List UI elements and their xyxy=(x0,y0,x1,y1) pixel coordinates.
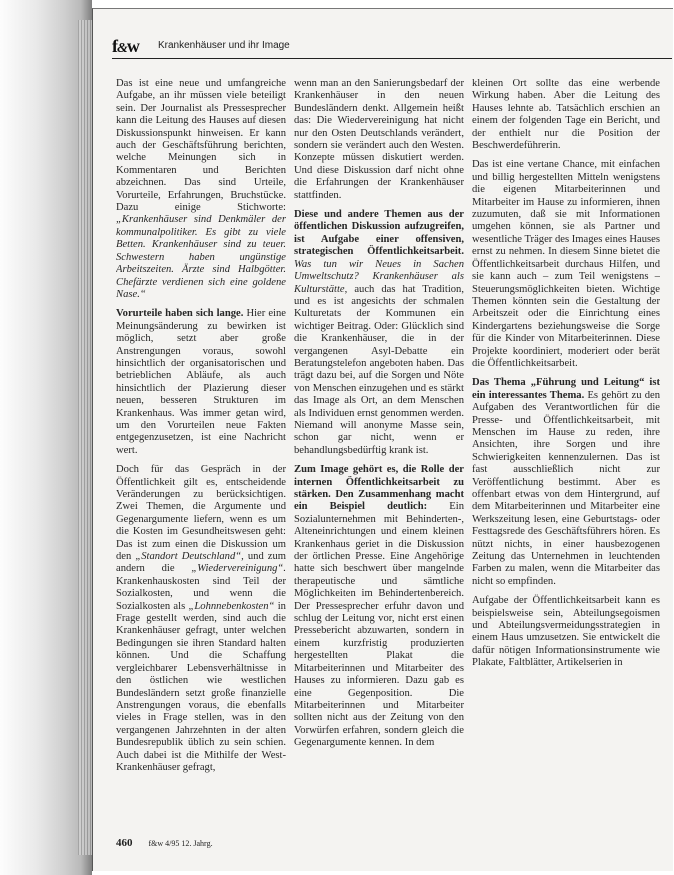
paragraph: Das ist eine vertane Chance, mit einfachen und billig hergestellten Mitteln wenigstens die eigenen Mitarbeiterinnen und Mitarbeiter im Hause zu informieren, ihnen zuzumuten, daß sie mit Informationen umgehen können, sie als Partner und wesentliche Träger des Images eines Hauses ernst zu nehmen. In diesem Sinne bietet die Öffentlichkeitsarbeit durchaus Hilfen, und sie kann auch – zum Teil wenigstens – Steuerungsmöglichkeiten bieten. Wichtige Themen könnten sein die Gestaltung der Arbeitszeit oder die Einrichtung eines Kindergartens beziehungsweise die Sorge für die Kinder von Mitarbeiterinnen. Diese Projekte koordiniert, moderiert oder berät die Öffentlichkeitsarbeit. xyxy=(472,159,660,369)
text-column-right xyxy=(472,78,660,818)
page-header xyxy=(112,36,672,59)
page-footer xyxy=(116,833,213,847)
paragraph: kleinen Ort sollte das eine werbende Wirkung haben. Aber die Leitung des Hauses lehnte ab. Tatsächlich erschien an einem der folgenden Tage ein Bericht, und der enthielt nur die Position der Beschwerdeführerin. xyxy=(472,78,660,152)
paragraph: Diese und andere Themen aus der öffentlichen Diskussion aufzugreifen, ist Aufgabe einer offensiven, strategischen Öffentlichkeitsarbeit. Was tun wir Neues in Sachen Umweltschutz? Krankenhäuser als Kulturstätte, auch das hat Tradition, und es ist angesichts der schmalen Kulturetats der Kommunen ein wichtiger Beitrag. Oder: Glücklich sind die Krankenhäuser, die in der vergangenen Asyl-Debatte ein Beratungstelefon angeboten haben. Das trägt dazu bei, auf die Sorgen und Nöte von Menschen einzugehen und es stärkt das Image als Ort, an dem Menschen als Individuen ernst genommen werden. Niemand will anonyme Masse sein, schon gar nicht, wenn er behandlungsbedürftig krank ist. xyxy=(294,209,464,456)
text-column-left xyxy=(116,78,286,818)
paragraph: Das Thema „Führung und Leitung“ ist ein interessantes Thema. Es gehört zu den Aufgaben des Verantwortlichen für die Presse- und Öffentlichkeitsarbeit, mit Menschen im Hause zu reden, ihre Ansichten, ihre Sorgen und ihre Schwierigkeiten kennenzulernen. Das ist fast ausschließlich nicht zur Veröffentlichung bestimmt. Aber es offenbart etwas von dem Hintergrund, auf dem Mitarbeiterinnen und Mitarbeiter eine Werkszeitung lesen, eine Geburtstags- oder Festtagsrede des Geschäftsführers hören. Es nützt nichts, in einer hausbezogenen Zeitung das Unternehmen in leuchtenden Farben zu malen, wenn die Mitarbeiter das nicht so empfinden. xyxy=(472,377,660,587)
journal-logo: f&w xyxy=(112,36,139,56)
text-column-middle xyxy=(294,78,464,818)
paragraph: Zum Image gehört es, die Rolle der internen Öffentlichkeitsarbeit zu stärken. Den Zusammenhang macht ein Beispiel deutlich: Ein Sozialunternehmen mit Behinderten-, Alteneinrichtungen und einem kleinen Krankenhaus geriet in die Diskussion der örtlichen Presse. Eine Angehörige hatte sich beschwert über mangelnde therapeutische und sämtliche Möglichkeiten im Behindertenbereich. Der Pressesprecher erfuhr davon und schlug der Leitung vor, nicht erst einen Pressebericht abzuwarten, sondern in einem kurzfristig produzierten hergestellten Plakat die Mitarbeiterinnen und Mitarbeiter des Hauses zu informieren. Dazu gab es eine Gegenposition. Die Mitarbeiterinnen und Mitarbeiter sollten nicht aus der Zeitung von den Vorwürfen erfahren, sondern gleich die Gegenargumente kennen. In dem xyxy=(294,464,464,749)
paragraph: Vorurteile haben sich lange. Hier eine Meinungsänderung zu bewirken ist möglich, setzt aber große Anstrengungen voraus, sowohl hinsichtlich der organisatorischen und betrieblichen Abläufe, als auch hinsichtlich der Plazierung dieser neuen, besseren Strukturen im Krankenhaus. Was immer getan wird, um den Vorurteilen neue Fakten entgegenzusetzen, ist eine Nachricht wert. xyxy=(116,308,286,456)
page-edges xyxy=(78,20,92,855)
page-number: 460 xyxy=(116,837,133,849)
paragraph: Aufgabe der Öffentlichkeitsarbeit kann es beispielsweise sein, Abteilungsegoismen und Abteilungsvermeidungsstrategien in einem Haus umzusetzen. Sie entwickelt die dafür nötigen Informationsinstrumente wie Plakate, Faltblätter, Artikelserien in xyxy=(472,595,660,669)
issue-reference: f&w 4/95 12. Jahrg. xyxy=(148,839,213,848)
paragraph: wenn man an den Sanierungsbedarf der Krankenhäuser in den neuen Bundesländern denkt. Allgemein heißt das: Die Wiedervereinigung hat nicht nur den Osten Deutschlands verändert, sondern sie verändert auch den Westen. Konzepte müssen diskutiert werden. Und diese Diskussion darf nicht ohne die Erfahrungen der Krankenhäuser stattfinden. xyxy=(294,78,464,201)
paragraph: Das ist eine neue und umfangreiche Aufgabe, an ihr müssen viele beteiligt sein. Der Journalist als Pressesprecher kann die Leitung des Hauses auf diesen Diskussionspunkt hinweisen. Er kann auch der Geschäftsführung berichten, welche Meinungen sich in Kommentaren und Berichten abzeichnen. Das sind Urteile, Vorurteile, Erfahrungen, Bruchstücke. Dazu einige Stichworte: „Krankenhäuser sind Denkmäler der kommunalpolitiker. Es gibt zu viele Betten. Krankenhäuser sind zu teuer. Schwestern haben ungünstige Arbeitszeiten. Ärzte sind Halbgötter. Chefärzte verdienen sich eine goldene Nase.“ xyxy=(116,78,286,300)
paragraph: Doch für das Gespräch in der Öffentlichkeit gilt es, entscheidende Veränderungen zu berücksichtigen. Zwei Themen, die Argumente und Gegenargumente liefern, wenn es um die Kosten im Gesundheitswesen geht: Das ist zum einen die Diskussion um den „Standort Deutschland“, und zum andern die „Wiedervereinigung“. Krankenhauskosten sind Teil der Sozialkosten, und wenn die Sozialkosten als „Lohnnebenkosten“ in Frage gestellt werden, sind auch die Krankenhäuser gefragt, unter welchen Bedingungen sie ihren Standard halten können. Und die Schaffung vergleichbarer Lebensverhältnisse in den östlichen wie westlichen Bundesländern setzt große finanzielle Anstrengungen voraus, die ebenfalls vieles in Frage stellen, was in den vergangenen Jahrzehnten in der alten Bundesrepublik üblich zu sein schien. Auch dabei ist die Mithilfe der West-Krankenhäuser gefragt, xyxy=(116,464,286,773)
running-title: Krankenhäuser und ihr Image xyxy=(158,40,290,51)
